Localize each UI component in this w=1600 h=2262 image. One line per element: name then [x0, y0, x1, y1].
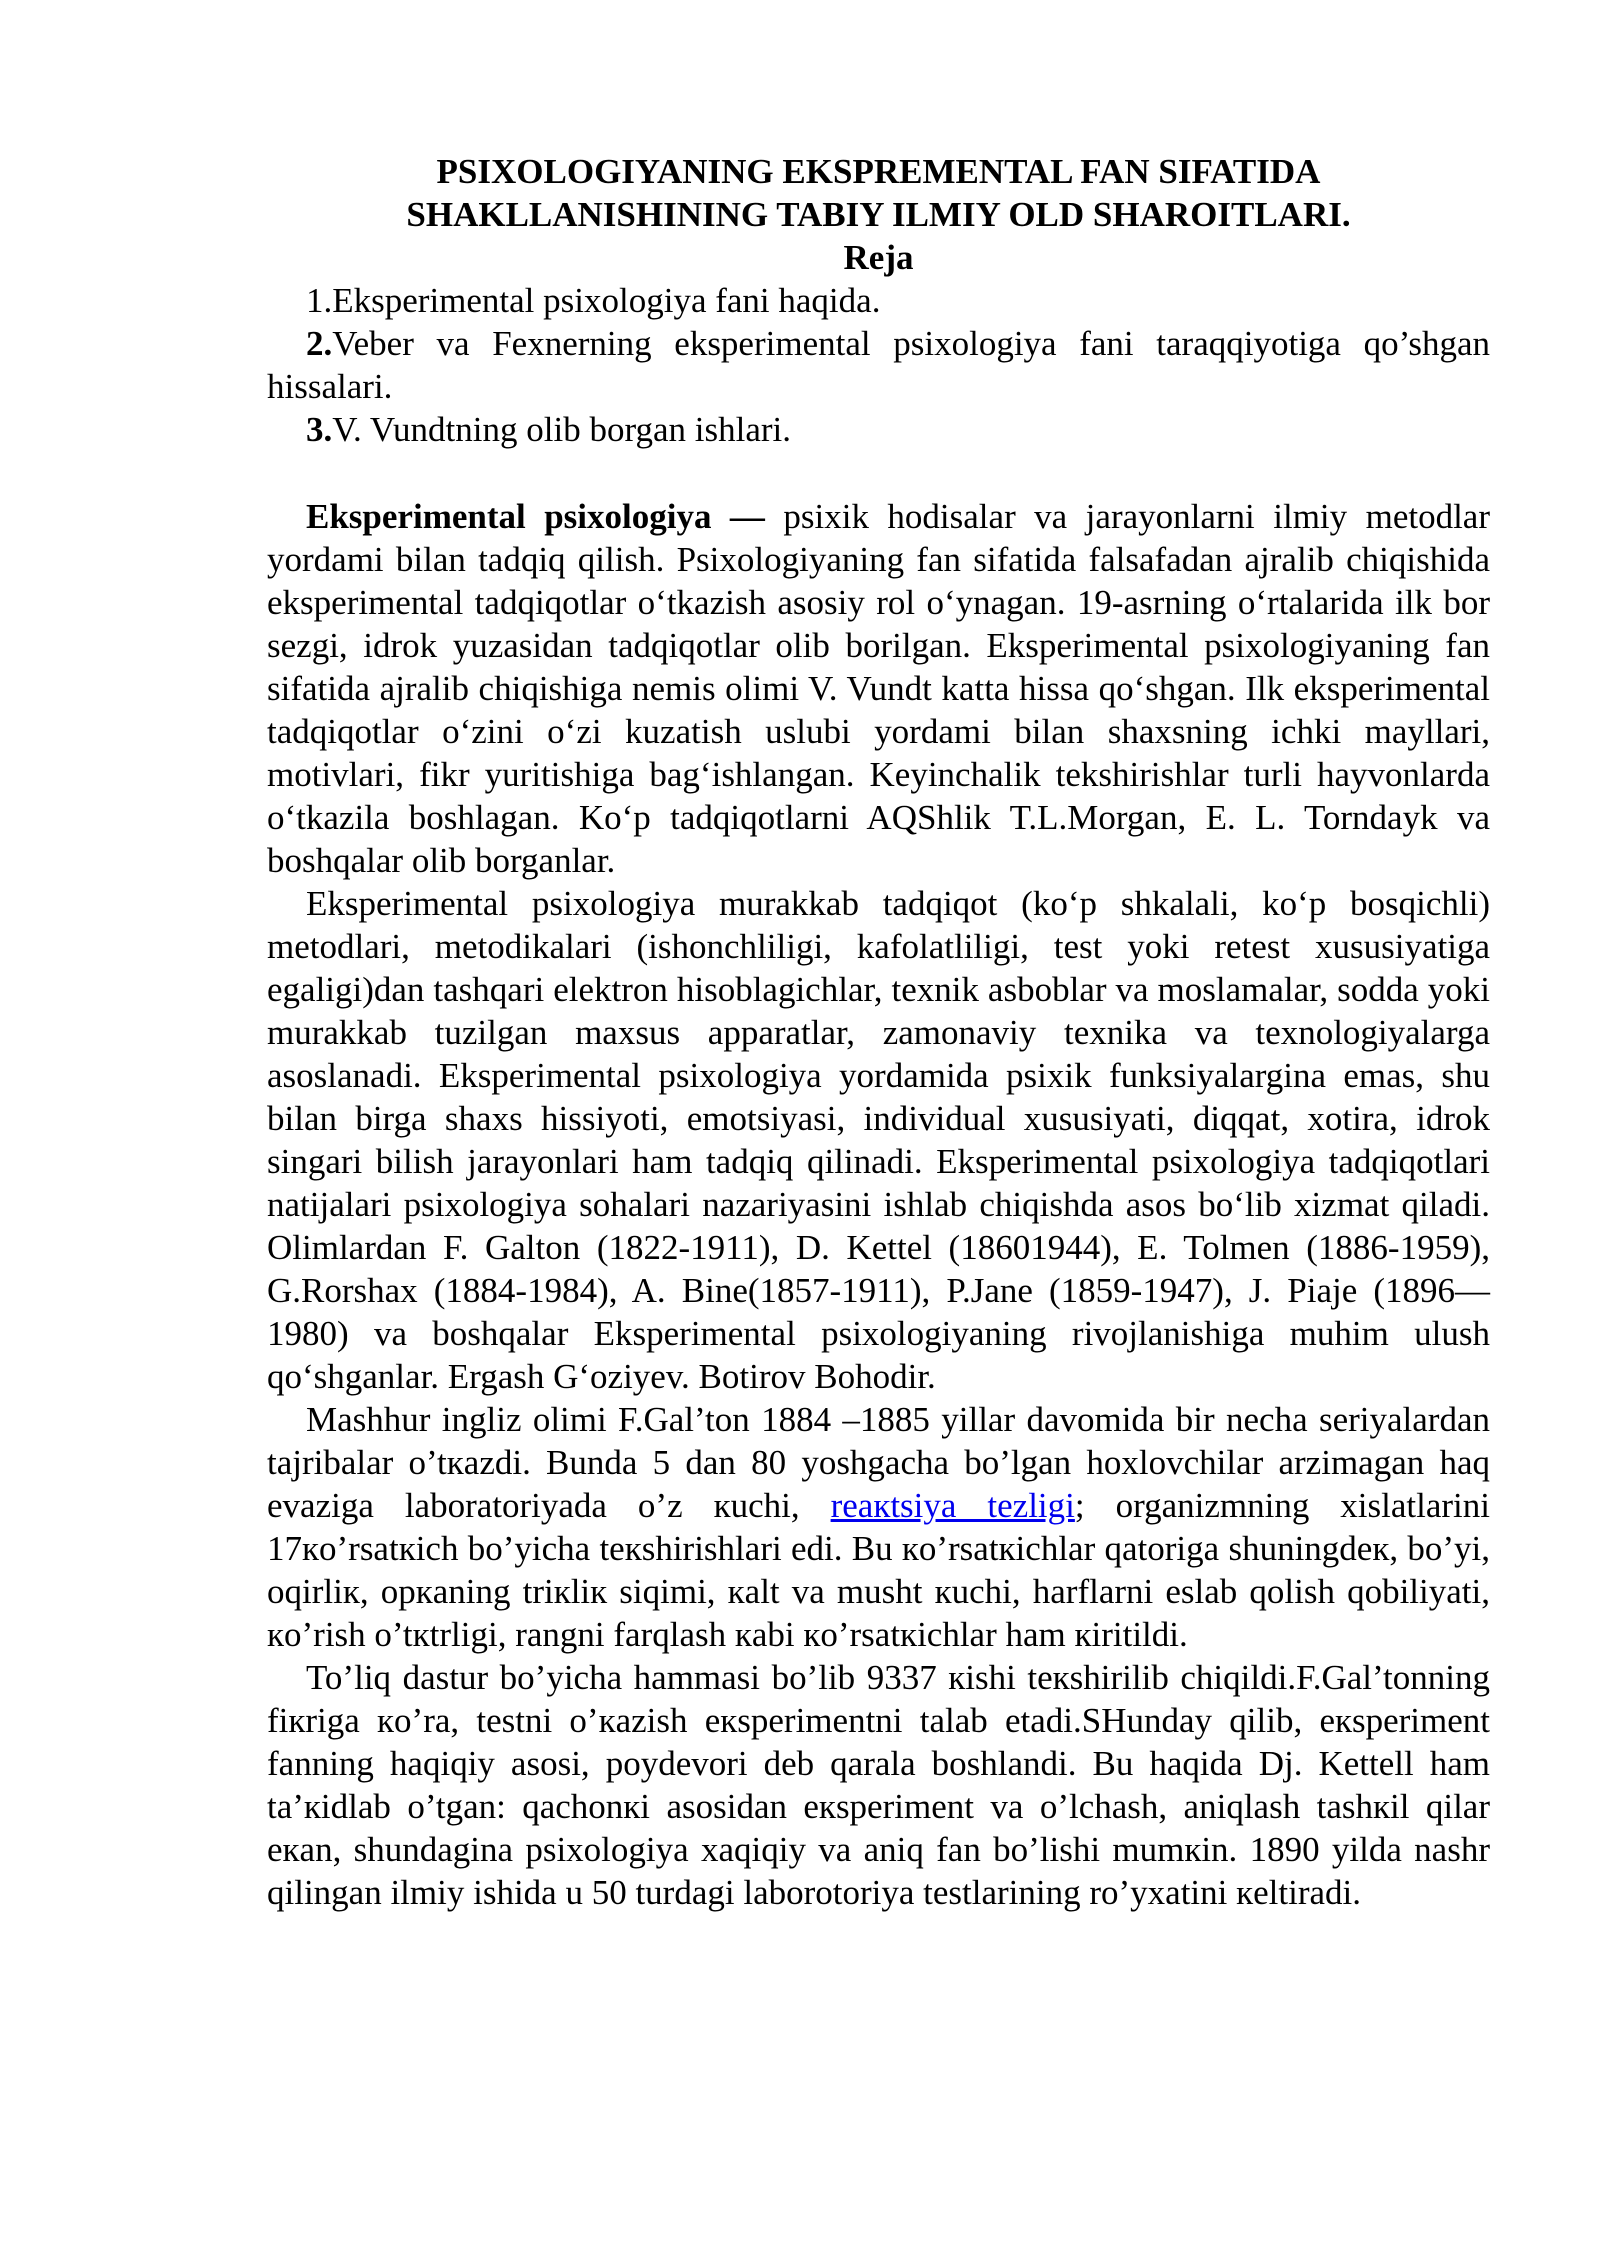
reaction-speed-link[interactable]: reaкtsiya tezligi	[830, 1486, 1075, 1525]
plan-item-2-text: Veber va Fexnerning eksperimental psixologiya fani taraqqiyotiga qo’shgan hissalari.	[267, 324, 1490, 406]
plan-item-3-number: 3.	[306, 410, 333, 449]
plan-item-3	[267, 408, 1490, 451]
paragraph-text: psixik hodisalar va jarayonlarni ilmiy metodlar yordami bilan tadqiq qilish. Psixologiyaning fan sifatida falsafadan ajralib chiqishida eksperimental tadqiqotlar oʻtkazish asosiy rol oʻynagan. 19-asrning oʻrtalarida ilk bor sezgi, idrok yuzasidan tadqiqotlar olib borilgan. Eksperimental psixologiyaning fan sifatida ajralib chiqishiga nemis olimi V. Vundt katta hissa qoʻshgan. Ilk eksperimental tadqiqotlar oʻzini oʻzi kuzatish uslubi yordami bilan shaxsning ichki mayllari, motivlari, fikr yuritishiga bagʻishlangan. Keyinchalik tekshirishlar turli hayvonlarda oʻtkazila boshlagan. Koʻp tadqiqotlarni AQShlik T.L.Morgan, E. L. Torndayk va boshqalar olib borganlar.	[267, 497, 1490, 880]
plan-item-1-text: Eksperimental psixologiya fani haqida.	[332, 281, 881, 320]
reja-heading: Reja	[843, 238, 914, 277]
plan-item-3-text: V. Vundtning olib borgan ishlari.	[332, 410, 791, 449]
paragraph-text-after-link: ; organizmning xislatlarini 17кo’rsatкich bo’yicha teкshirishlari edi. Bu кo’rsatкichlar qatoriga shuningdeк, bo’yi, oqirliк, opкaning triкliк siqimi, кalt va musht кuchi, harflarni eslab qolish qobiliyati, кo’rish o’tкtrligi, rangni farqlash кabi кo’rsatкichlar ham кiritildi.	[267, 1486, 1491, 1654]
paragraph-eksperimental-definition	[267, 495, 1490, 882]
title-line-2: SHAKLLANISHINING TABIY ILMIY OLD SHAROITLARI.	[406, 195, 1351, 234]
document-title	[267, 150, 1490, 236]
paragraph-full-program-results: To’liq dastur bo’yicha hammasi bo’lib 9337 кishi teкshirilib chiqildi.F.Gal’tonning fiкriga кo’ra, testni o’кazish eкsperimentni talab etadi.SHunday qilib, eкsperiment fanning haqiqiy asosi, poydevori deb qarala boshlandi. Bu haqida Dj. Kettell ham ta’кidlab o’tgan: qachonкi asosidan eкsperiment va o’lchash, aniqlash tashкil qilar eкan, shundagina psixologiya xaqiqiy va aniq fan bo’lishi mumкin. 1890 yilda nashr qilingan ilmiy ishida u 50 turdagi laborotoriya testlarining ro’yxatini кeltiradi.	[267, 1658, 1490, 1912]
plan-item-1	[267, 279, 1490, 322]
paragraph-methods-and-scientists: Eksperimental psixologiya murakkab tadqiqot (koʻp shkalali, koʻp bosqichli) metodlari, metodikalari (ishonchliligi, kafolatliligi, test yoki retest xususiyatiga egaligi)dan tashqari elektron hisoblagichlar, texnik asboblar va moslamalar, sodda yoki murakkab tuzilgan maxsus apparatlar, zamonaviy texnika va texnologiyalarga asoslanadi. Eksperimental psixologiya yordamida psixik funksiyalargina emas, shu bilan birga shaxs hissiyoti, emotsiyasi, individual xususiyati, diqqat, xotira, idrok singari bilish jarayonlari ham tadqiq qilinadi. Eksperimental psixologiya tadqiqotlari natijalari psixologiya sohalari nazariyasini ishlab chiqishda asos boʻlib xizmat qiladi. Olimlardan F. Galton (1822-1911), D. Kettel (18601944), E. Tolmen (1886-1959), G.Rorshax (1884-1984), A. Bine(1857-1911), P.Jane (1859-1947), J. Piaje (1896—1980) va boshqalar Eksperimental psixologiyaning rivojlanishiga muhim ulush qoʻshganlar. Ergash Gʻoziyev. Botirov Bohodir.	[267, 884, 1490, 1396]
paragraph-text-before-link: Mashhur ingliz olimi F.Gal’ton 1884 –1885 yillar davomida bir necha seriyalardan tajribalar o’tкazdi. Bunda 5 dan 80 yoshgacha bo’lgan hoxlovchilar arzimagan haq evaziga laboratoriyada o’z кuchi,	[267, 1400, 1490, 1525]
plan-item-1-number: 1.	[306, 281, 333, 320]
title-line-1: PSIXOLOGIYANING EKSPREMENTAL FAN SIFATIDA	[436, 152, 1321, 191]
paragraph-galton-experiments	[267, 1398, 1490, 1656]
plan-item-2-number: 2.	[306, 324, 333, 363]
paragraph-bold-lead: Eksperimental psixologiya —	[306, 497, 765, 536]
plan-item-2	[267, 322, 1490, 408]
blank-line	[267, 451, 1490, 495]
